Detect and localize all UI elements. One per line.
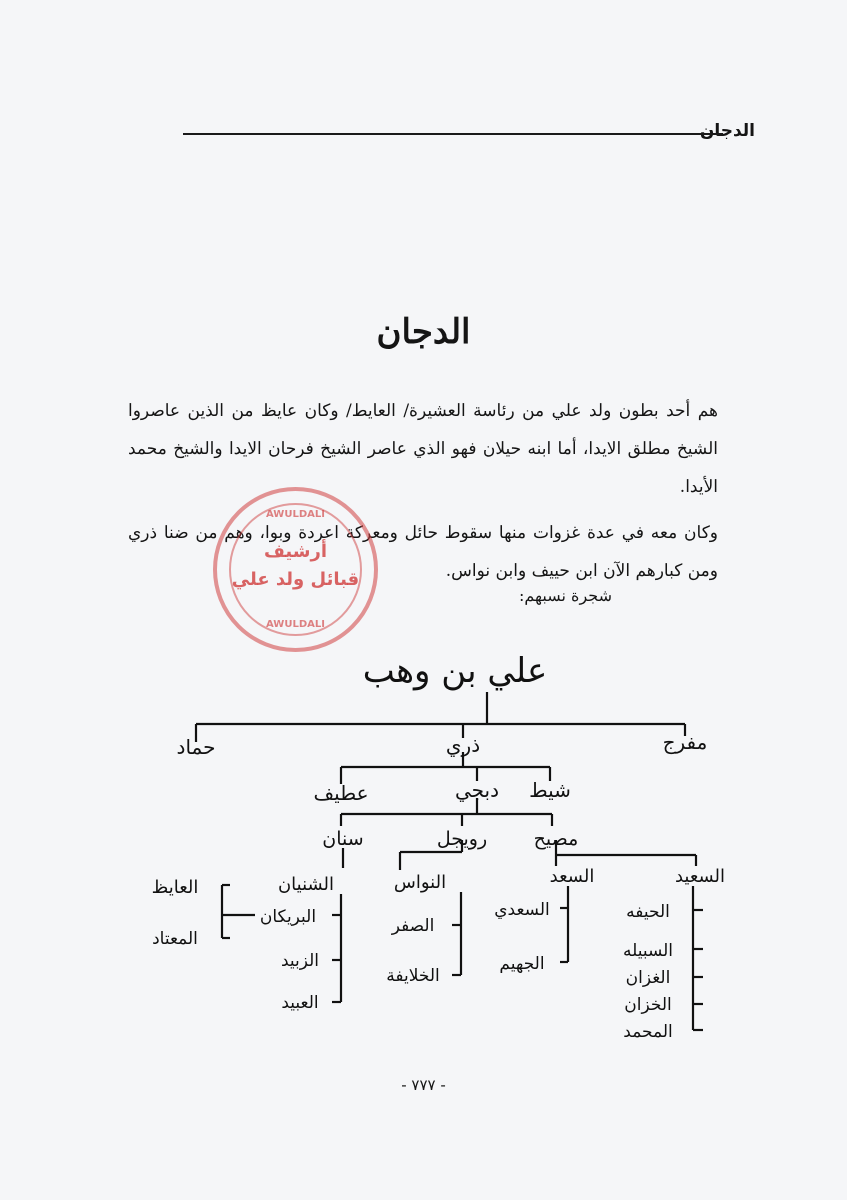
stamp-arc-top: AWULDALI: [266, 509, 325, 520]
tree-node-ruwayjil: رويجل: [436, 828, 488, 850]
tree-leaf: السبيله: [622, 941, 674, 961]
stamp-arc-bottom: AWULDALI: [266, 619, 325, 630]
stamp-line-2: قبائل ولد علي: [231, 569, 360, 590]
tree-node-hammad: حماد: [176, 735, 216, 759]
tree-leaf: المحمد: [623, 1022, 673, 1042]
tree-node-musayh: مصيح: [533, 828, 579, 850]
tree-node-dhari: ذري: [445, 733, 481, 757]
tree-leaf: الخلايفة: [386, 966, 440, 986]
tree-node-mufrij: مفرج: [662, 730, 708, 754]
paragraph-2: وكان معه في عدة غزوات منها سقوط حائل ومعركة اعردة وبوا، وهم من ضنا ذري ومن كبارهم الآن ابن حييف وابن نواس.: [128, 523, 718, 581]
tree-leaf: الخزان: [624, 995, 672, 1015]
tree-leaf: الزبيد: [280, 951, 320, 971]
stamp-line-1: أرشيف: [263, 541, 328, 562]
tree-leaf: الصفر: [391, 916, 435, 936]
tree-leaf: الحيفه: [626, 902, 670, 922]
page-number: - ٧٧٧ -: [401, 1076, 446, 1094]
running-header-title: الدجان: [699, 121, 755, 141]
tree-leaf: المعتاد: [152, 929, 198, 949]
tree-label: شجرة نسبهم:: [519, 586, 612, 605]
tree-node-alaayez: العايظ: [151, 877, 199, 898]
tree-node-shayt: شيط: [529, 778, 571, 802]
tree-node-alshanyan: الشنيان: [277, 874, 335, 895]
paragraph-1: هم أحد بطون ولد علي من رئاسة العشيرة/ العايط/ وكان عايظ من الذين عاصروا الشيخ مطلق الايدا، أما ابنه حيلان فهو الذي عاصر الشيخ فرحان الايدا والشيخ محمد الأيدا.: [128, 401, 718, 497]
tree-node-atif: عطيف: [313, 781, 369, 805]
tree-node-alsaeed: السعيد: [674, 866, 726, 887]
tree-leaf: البريكان: [259, 907, 317, 927]
tree-node-alsaad: السعد: [549, 866, 595, 887]
tree-leaf: الجهيم: [499, 954, 545, 974]
tree-leaf: العبيد: [281, 993, 319, 1013]
tree-root: علي بن وهب: [362, 651, 548, 691]
tree-leaf: الغزان: [625, 968, 671, 988]
page-title: الدجان: [376, 312, 471, 352]
tree-leaf: السعدي: [494, 900, 550, 920]
tree-node-dabji: دبجي: [454, 778, 500, 802]
tree-node-sinan: سنان: [322, 828, 364, 850]
tree-node-alnawas: النواس: [393, 872, 447, 893]
